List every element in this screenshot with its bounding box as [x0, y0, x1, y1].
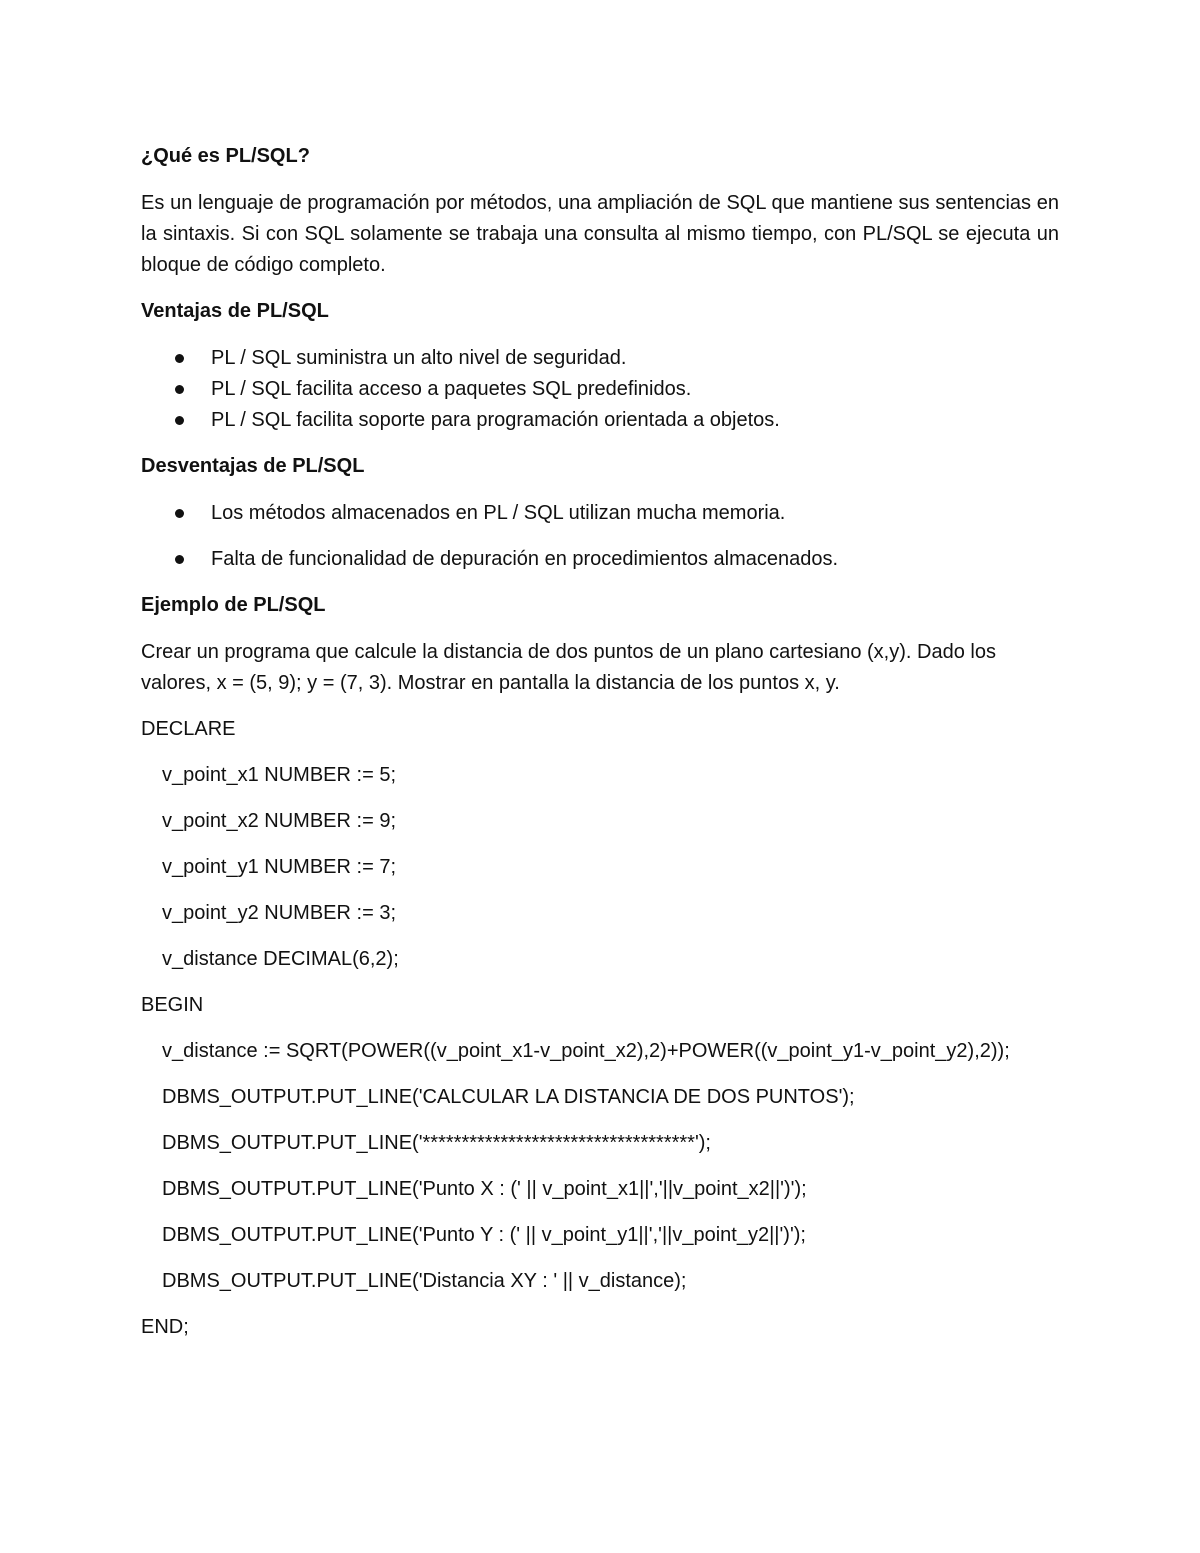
heading-what-is-plsql: ¿Qué es PL/SQL?: [141, 145, 310, 167]
list-item: [141, 374, 1059, 405]
bullet-icon: [175, 385, 184, 394]
list-item-text: Los métodos almacenados en PL / SQL utilizan mucha memoria.: [211, 502, 786, 524]
code-statement-line: DBMS_OUTPUT.PUT_LINE('Punto X : (' || v_point_x1||','||v_point_x2||')');: [162, 1178, 807, 1200]
bullet-icon: [175, 354, 184, 363]
list-item-text: Falta de funcionalidad de depuración en procedimientos almacenados.: [211, 548, 839, 570]
code-declaration-line: v_point_y2 NUMBER := 3;: [162, 902, 396, 924]
code-statement-line: DBMS_OUTPUT.PUT_LINE('Distancia XY : ' || v_distance);: [162, 1270, 687, 1292]
code-declare: DECLARE: [141, 718, 236, 740]
code-statement-line: v_distance := SQRT(POWER((v_point_x1-v_point_x2),2)+POWER((v_point_y1-v_point_y2),2));: [162, 1040, 1010, 1062]
list-item-text: PL / SQL suministra un alto nivel de seguridad.: [211, 347, 627, 369]
document-content: [141, 141, 1059, 1358]
code-declaration-line: v_distance DECIMAL(6,2);: [162, 948, 399, 970]
list-item-text: PL / SQL facilita acceso a paquetes SQL predefinidos.: [211, 378, 692, 400]
advantages-list: [141, 343, 1059, 436]
code-declaration-line: v_point_x1 NUMBER := 5;: [162, 764, 396, 786]
code-statement-line: DBMS_OUTPUT.PUT_LINE('Punto Y : (' || v_point_y1||','||v_point_y2||')');: [162, 1224, 806, 1246]
intro-paragraph: Es un lenguaje de programación por métodos, una ampliación de SQL que mantiene sus sentencias en la sintaxis. Si con SQL solamente se trabaja una consulta al mismo tiempo, con PL/SQL se ejecuta un bloque de código completo.: [141, 192, 1059, 276]
code-block: [141, 714, 1059, 1343]
list-item: [141, 498, 1059, 529]
list-item: [141, 405, 1059, 436]
heading-advantages: Ventajas de PL/SQL: [141, 300, 329, 322]
heading-disadvantages: Desventajas de PL/SQL: [141, 455, 365, 477]
example-paragraph: Crear un programa que calcule la distancia de dos puntos de un plano cartesiano (x,y). Dado los valores, x = (5, 9); y = (7, 3). Mostrar en pantalla la distancia de los puntos x, y.: [141, 641, 996, 694]
bullet-icon: [175, 555, 184, 564]
bullet-icon: [175, 416, 184, 425]
code-begin: BEGIN: [141, 994, 204, 1016]
list-item: [141, 544, 1059, 575]
disadvantages-list: [141, 498, 1059, 575]
list-item: [141, 343, 1059, 374]
code-statement-line: DBMS_OUTPUT.PUT_LINE('CALCULAR LA DISTANCIA DE DOS PUNTOS');: [162, 1086, 855, 1108]
heading-example: Ejemplo de PL/SQL: [141, 594, 326, 616]
code-end: END;: [141, 1316, 189, 1338]
bullet-icon: [175, 509, 184, 518]
list-item-text: PL / SQL facilita soporte para programación orientada a objetos.: [211, 409, 780, 431]
code-declaration-line: v_point_y1 NUMBER := 7;: [162, 856, 396, 878]
code-statement-line: DBMS_OUTPUT.PUT_LINE('***********************************');: [162, 1132, 711, 1154]
code-declaration-line: v_point_x2 NUMBER := 9;: [162, 810, 396, 832]
